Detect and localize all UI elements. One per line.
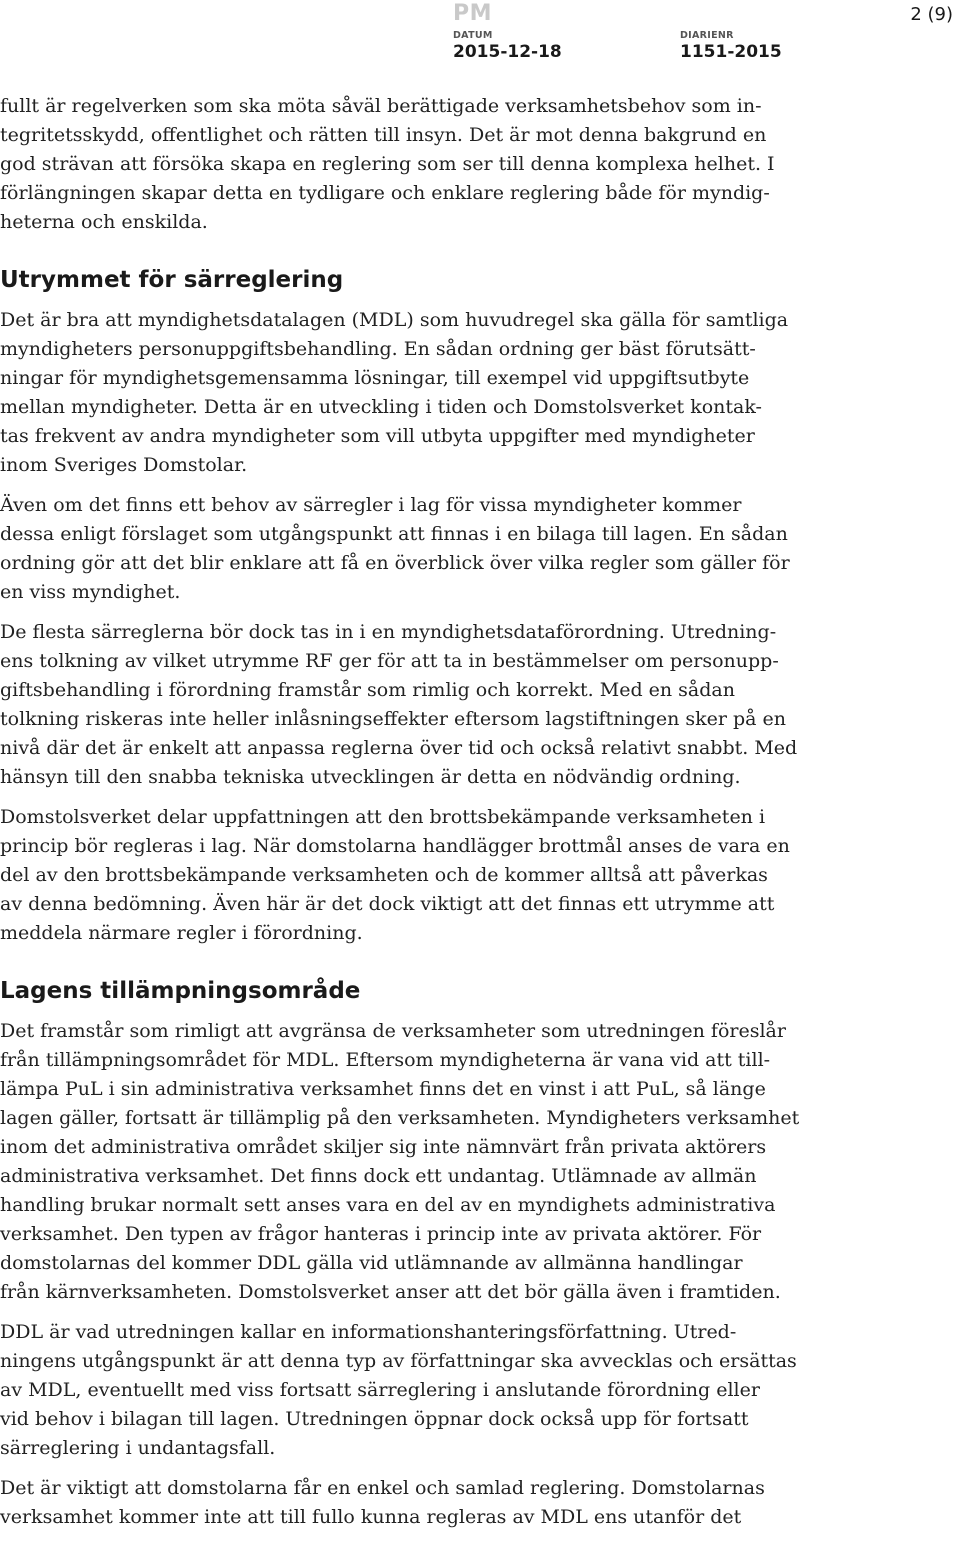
- paragraph: [0, 1318, 800, 1463]
- text-line: hänsyn till den snabba tekniska utvecklingen är detta en nödvändig ordning.: [0, 766, 741, 788]
- text-line: Det är bra att myndighetsdatalagen (MDL) som huvudregel ska gälla för samtliga: [0, 309, 789, 331]
- text-line: inom Sveriges Domstolar.: [0, 454, 248, 476]
- text-line: av denna bedömning. Även här är det dock viktigt att det finnas ett utrymme att: [0, 893, 775, 915]
- text-line: princip bör regleras i lag. När domstolarna handlägger brottmål anses de vara en: [0, 835, 790, 857]
- text-line: inom det administrativa området skiljer sig inte nämnvärt från privata aktörers: [0, 1136, 767, 1158]
- text-line: Domstolsverket delar uppfattningen att den brottsbekämpande verksamheten i: [0, 806, 766, 828]
- text-line: ens tolkning av vilket utrymme RF ger för att ta in bestämmelser om personupp-: [0, 650, 779, 672]
- text-line: Det framstår som rimligt att avgränsa de verksamheter som utredningen föreslår: [0, 1020, 786, 1042]
- paragraph: [0, 803, 800, 948]
- text-line: god strävan att försöka skapa en reglering som ser till denna komplexa helhet. I: [0, 153, 775, 175]
- text-line: meddela närmare regler i förordning.: [0, 922, 363, 944]
- document-body: [0, 92, 800, 1543]
- paragraph: [0, 92, 800, 237]
- text-line: förlängningen skapar detta en tydligare och enklare reglering både för myndig-: [0, 182, 770, 204]
- text-line: tas frekvent av andra myndigheter som vill utbyta uppgifter med myndigheter: [0, 425, 755, 447]
- paragraph: [0, 618, 800, 792]
- diary-number-value: 1151-2015: [680, 42, 782, 62]
- text-line: giftsbehandling i förordning framstår som rimlig och korrekt. Med en sådan: [0, 679, 735, 701]
- document-header: [0, 0, 960, 70]
- text-line: av MDL, eventuellt med viss fortsatt särreglering i anslutande förordning eller: [0, 1379, 760, 1401]
- text-line: ningens utgångspunkt är att denna typ av författningar ska avvecklas och ersättas: [0, 1350, 797, 1372]
- text-line: lämpa PuL i sin administrativa verksamhet finns det en vinst i att PuL, så länge: [0, 1078, 766, 1100]
- text-line: domstolarnas del kommer DDL gälla vid utlämnande av allmänna handlingar: [0, 1252, 743, 1274]
- text-line: verksamhet kommer inte att till fullo kunna regleras av MDL ens utanför det: [0, 1506, 742, 1528]
- diary-number-label: DIARIENR: [680, 30, 734, 41]
- text-line: fullt är regelverken som ska möta såväl berättigade verksamhetsbehov som in-: [0, 95, 762, 117]
- text-line: från kärnverksamheten. Domstolsverket anser att det bör gälla även i framtiden.: [0, 1281, 781, 1303]
- text-line: handling brukar normalt sett anses vara en del av en myndighets administrativa: [0, 1194, 776, 1216]
- paragraph: [0, 1474, 800, 1532]
- text-line: ningar för myndighetsgemensamma lösningar, till exempel vid uppgiftsutbyte: [0, 367, 750, 389]
- page-number: 2 (9): [910, 4, 953, 25]
- text-line: DDL är vad utredningen kallar en informationshanteringsförfattning. Utred-: [0, 1321, 737, 1343]
- date-block: [453, 30, 562, 63]
- text-line: nivå där det är enkelt att anpassa reglerna över tid och också relativt snabbt. Med: [0, 737, 798, 759]
- text-line: en viss myndighet.: [0, 581, 181, 603]
- text-line: Det är viktigt att domstolarna får en enkel och samlad reglering. Domstolarnas: [0, 1477, 765, 1499]
- text-line: lagen gäller, fortsatt är tillämplig på den verksamheten. Myndigheters verksamhet: [0, 1107, 800, 1129]
- date-label: DATUM: [453, 30, 493, 41]
- text-line: vid behov i bilagan till lagen. Utredningen öppnar dock också upp för fortsatt: [0, 1408, 749, 1430]
- date-value: 2015-12-18: [453, 42, 562, 62]
- section-heading: Utrymmet för särreglering: [0, 267, 344, 293]
- text-line: särreglering i undantagsfall.: [0, 1437, 276, 1459]
- text-line: del av den brottsbekämpande verksamheten och de kommer alltså att påverkas: [0, 864, 768, 886]
- text-line: heterna och enskilda.: [0, 211, 208, 233]
- document-type: PM: [453, 1, 493, 26]
- paragraph: [0, 306, 800, 480]
- paragraph: [0, 1017, 800, 1307]
- section-heading: Lagens tillämpningsområde: [0, 978, 361, 1004]
- text-line: administrativa verksamhet. Det finns dock ett undantag. Utlämnade av allmän: [0, 1165, 757, 1187]
- text-line: dessa enligt förslaget som utgångspunkt att finnas i en bilaga till lagen. En sådan: [0, 523, 788, 545]
- text-line: myndigheters personuppgiftsbehandling. En sådan ordning ger bäst förutsätt-: [0, 338, 756, 360]
- text-line: tolkning riskeras inte heller inlåsningseffekter eftersom lagstiftningen sker på en: [0, 708, 787, 730]
- paragraph: [0, 491, 800, 607]
- text-line: tegritetsskydd, offentlighet och rätten till insyn. Det är mot denna bakgrund en: [0, 124, 767, 146]
- text-line: De flesta särreglerna bör dock tas in i en myndighetsdataförordning. Utredning-: [0, 621, 777, 643]
- diary-number-block: [680, 30, 782, 63]
- text-line: mellan myndigheter. Detta är en utveckling i tiden och Domstolsverket kontak-: [0, 396, 762, 418]
- text-line: från tillämpningsområdet för MDL. Eftersom myndigheterna är vana vid att till-: [0, 1049, 771, 1071]
- text-line: verksamhet. Den typen av frågor hanteras i princip inte av privata aktörer. För: [0, 1223, 762, 1245]
- text-line: ordning gör att det blir enklare att få en överblick över vilka regler som gäller för: [0, 552, 790, 574]
- text-line: Även om det finns ett behov av särregler i lag för vissa myndigheter kommer: [0, 494, 742, 516]
